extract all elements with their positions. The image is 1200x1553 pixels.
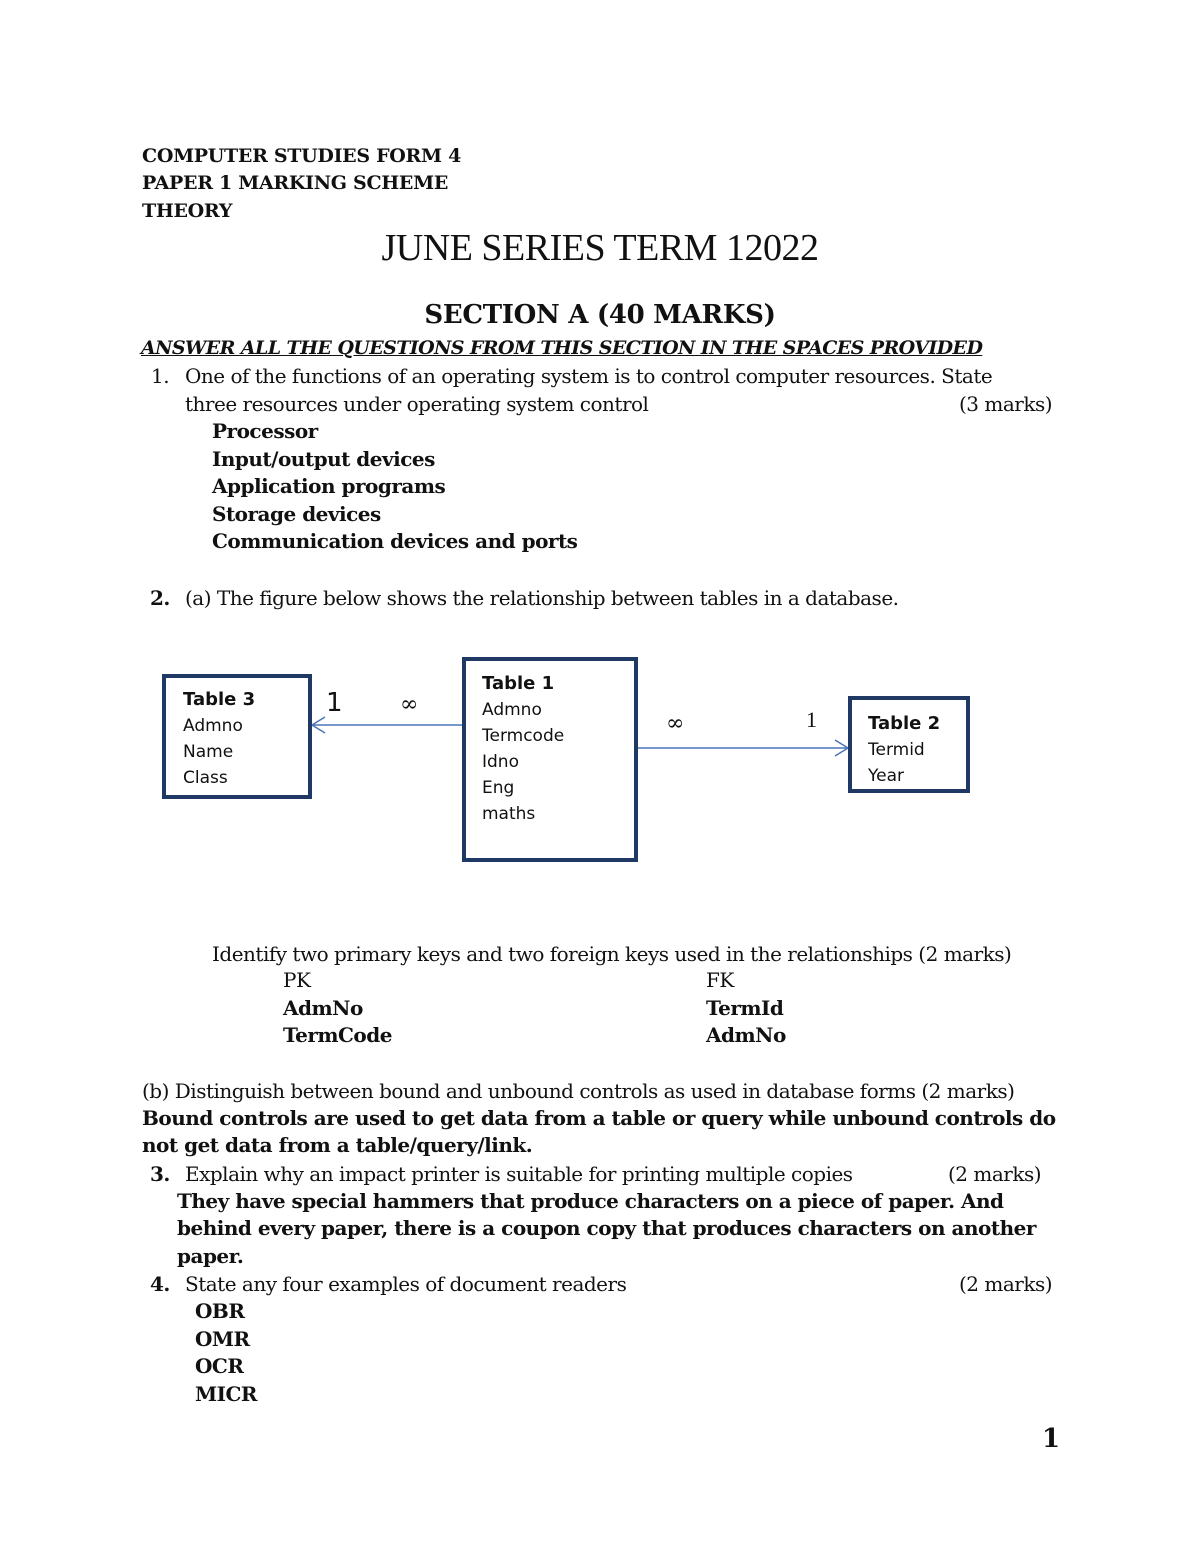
q3-text: Explain why an impact printer is suitable for printing multiple copies xyxy=(185,1162,853,1186)
cardinality-one-left: 1 xyxy=(326,688,343,718)
table2-field: Termid xyxy=(868,740,925,760)
q1-answer: Processor xyxy=(212,419,318,443)
q1-text-line2: three resources under operating system control xyxy=(185,392,649,416)
q2-part-b-answer-line2: not get data from a table/query/link. xyxy=(142,1133,533,1157)
table3-title: Table 3 xyxy=(183,689,256,710)
q1-text-line1: One of the functions of an operating system is to control computer resources. State xyxy=(185,364,993,388)
q1-marks: (3 marks) xyxy=(959,392,1053,416)
q1-answer: Storage devices xyxy=(212,502,381,526)
q4-answer: OCR xyxy=(195,1354,244,1378)
table1-title: Table 1 xyxy=(482,673,555,694)
q2-part-b-text: (b) Distinguish between bound and unbound controls as used in database forms (2 marks) xyxy=(142,1079,1015,1103)
table3-box xyxy=(162,674,312,799)
table1-field: Termcode xyxy=(482,726,565,746)
section-instruction: ANSWER ALL THE QUESTIONS FROM THIS SECTION IN THE SPACES PROVIDED xyxy=(141,337,983,359)
pk-value: TermCode xyxy=(283,1023,392,1047)
q1-number: 1. xyxy=(151,364,170,388)
q3-answer-line3: paper. xyxy=(177,1244,244,1268)
table1-field: Admno xyxy=(482,700,542,720)
table3-field: Class xyxy=(183,768,228,788)
header-line-theory: THEORY xyxy=(142,200,233,222)
q3-answer-line1: They have special hammers that produce characters on a piece of paper. And xyxy=(177,1189,1004,1213)
q3-number: 3. xyxy=(150,1162,170,1186)
q1-answer: Communication devices and ports xyxy=(212,529,578,553)
page-number: 1 xyxy=(1042,1424,1061,1454)
q2-part-a-text: (a) The figure below shows the relationship between tables in a database. xyxy=(185,586,899,610)
q3-answer-line2: behind every paper, there is a coupon copy that produces characters on another xyxy=(177,1216,1036,1240)
table1-field: maths xyxy=(482,804,536,824)
cardinality-many-right: ∞ xyxy=(666,711,685,736)
table2-field: Year xyxy=(868,766,904,786)
pk-header: PK xyxy=(283,968,311,992)
q4-number: 4. xyxy=(150,1272,170,1296)
section-title: SECTION A (40 MARKS) xyxy=(424,300,776,330)
q2-identify-text: Identify two primary keys and two foreign keys used in the relationships (2 marks) xyxy=(212,942,1012,966)
header-line-subject: COMPUTER STUDIES FORM 4 xyxy=(142,145,461,167)
q2-part-b-answer-line1: Bound controls are used to get data from a table or query while unbound controls do xyxy=(142,1106,1056,1130)
table1-field: Eng xyxy=(482,778,515,798)
fk-value: AdmNo xyxy=(706,1023,786,1047)
table2-title: Table 2 xyxy=(868,713,941,734)
series-title: JUNE SERIES TERM 12022 xyxy=(381,227,819,269)
table1-box xyxy=(462,657,638,862)
q4-marks: (2 marks) xyxy=(959,1272,1053,1296)
cardinality-one-right: 1 xyxy=(806,707,817,732)
fk-value: TermId xyxy=(706,996,784,1020)
fk-header: FK xyxy=(706,968,734,992)
q4-answer: OBR xyxy=(195,1299,245,1323)
pk-value: AdmNo xyxy=(283,996,363,1020)
table3-field: Admno xyxy=(183,716,243,736)
header-line-paper: PAPER 1 MARKING SCHEME xyxy=(142,172,449,194)
table1-field: Idno xyxy=(482,752,519,772)
q1-answer: Input/output devices xyxy=(212,447,435,471)
q3-marks: (2 marks) xyxy=(948,1162,1042,1186)
q4-answer: MICR xyxy=(195,1382,258,1406)
table3-field: Name xyxy=(183,742,234,762)
q4-answer: OMR xyxy=(195,1327,250,1351)
cardinality-many-left: ∞ xyxy=(400,692,419,717)
q4-text: State any four examples of document readers xyxy=(185,1272,627,1296)
table2-box xyxy=(848,696,970,793)
q1-answer: Application programs xyxy=(212,474,446,498)
q2-number: 2. xyxy=(150,586,170,610)
